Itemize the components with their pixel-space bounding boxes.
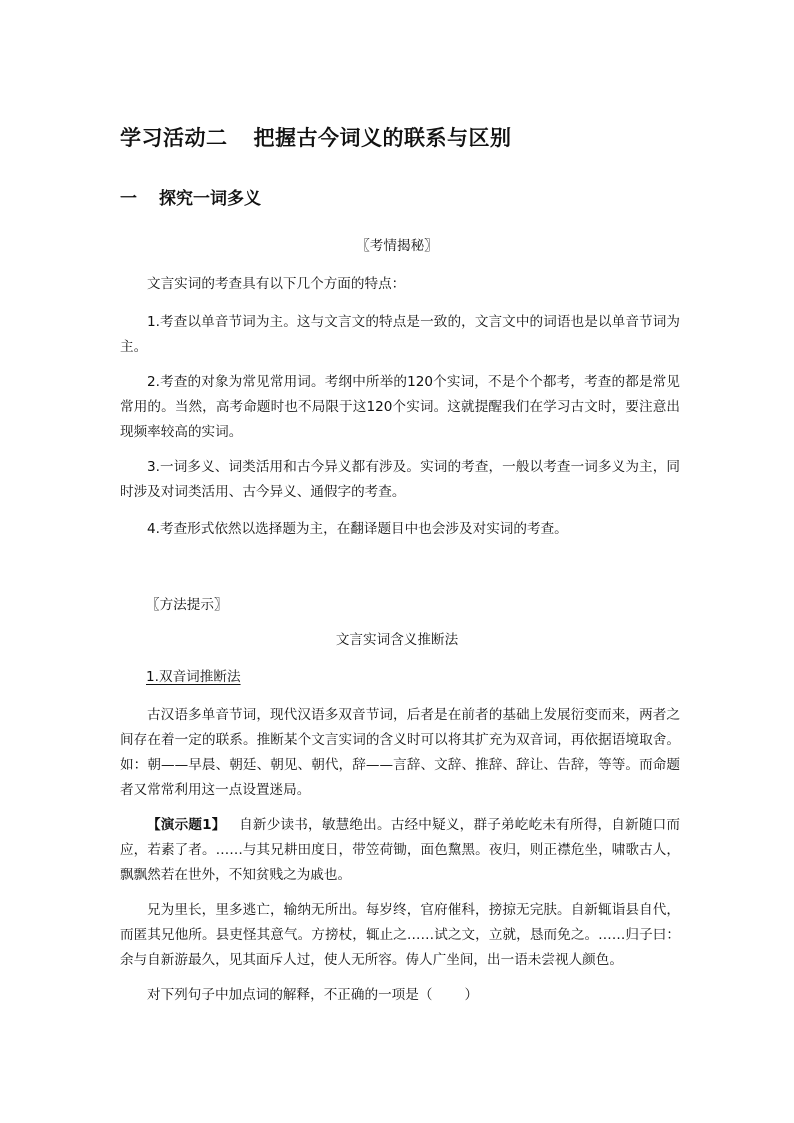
method1-text: 古汉语多单音节词，现代汉语多双音节词，后者是在前者的基础上发展衍变而来，两者之间存在着一定的联系。推断某个文言实词的含义时可以将其扩充为双音词，再依据语境取舍。如：朝——早晨、朝廷、朝见、朝代，辞——言辞、文辞、推辞、辞让、告辞，等等。而命题者又常常利用这一点设置迷局。 [120, 707, 680, 798]
kaoqing-intro: 文言实词的考查具有以下几个方面的特点： [147, 276, 406, 292]
fangfa-heading: 〖方法提示〗 [146, 597, 228, 613]
example-para-1 [120, 813, 680, 888]
question-end: ） [464, 987, 479, 1003]
section-number: 一 [120, 189, 137, 209]
fangfa-subtitle: 文言实词含义推断法 [335, 632, 459, 648]
question-stem [120, 983, 680, 1008]
kaoqing-item-3: 3.一词多义、词类活用和古今异义都有涉及。实词的考查，一般以考查一词多义为主，同时涉及对词类活用、古今异义、通假字的考查。 [120, 459, 680, 500]
section-heading [120, 184, 261, 209]
method1-title: 1.双音词推断法 [146, 669, 241, 685]
title-topic: 把握古今词义的联系与区别 [253, 125, 512, 150]
kaoqing-item-2: 2.考查的对象为常见常用词。考纲中所举的120个实词，不是个个都考，考查的都是常见常用的。当然，高考命题时也不局限于这120个实词。这就提醒我们在学习古文时，要注意出现频率较高的实词。 [120, 374, 680, 440]
example-label: 【演示题1】 [147, 817, 226, 833]
kaoqing-item-1: 1.考查以单音节词为主。这与文言文的特点是一致的，文言文中的词语也是以单音节词为主。 [120, 314, 680, 355]
title-activity: 学习活动二 [120, 125, 228, 150]
example-text-1: 自新少读书，敏慧绝出。古经中疑义，群子弟屹屹未有所得，自新随口而应，若素了者。……与其兄耕田度日，带笠荷锄，面色黧黑。夜归，则正襟危坐，啸歌古人，飘飘然若在世外，不知贫贱之为戚也。 [120, 817, 681, 883]
example-para-2: 兄为里长，里多逃亡，输纳无所出。每岁终，官府催科，搒掠无完肤。自新辄诣县自代，而匿其兄他所。县吏怪其意气。方搒杖，辄止之……试之文，立就，恳而免之。……归子曰：余与自新游最久，见其面斥人过，使人无所容。俦人广坐间，出一语未尝视人颜色。 [120, 902, 680, 968]
section-title: 探究一词多义 [159, 189, 261, 209]
question-text: 对下列句子中加点词的解释，不正确的一项是（ [147, 987, 433, 1003]
page-title [120, 122, 512, 152]
kaoqing-item-4: 4.考查形式依然以选择题为主，在翻译题目中也会涉及对实词的考查。 [147, 521, 568, 537]
kaoqing-heading: 〖考情揭秘〗 [356, 238, 438, 254]
